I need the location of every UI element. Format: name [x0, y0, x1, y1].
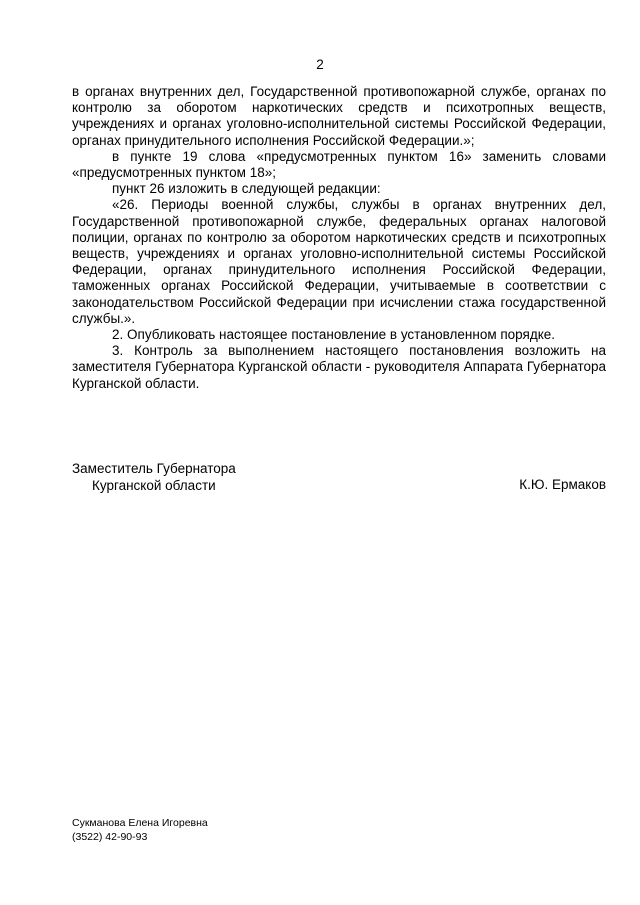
executor-name: Сукманова Елена Игоревна [72, 817, 208, 829]
paragraph-item-26-text: «26. Периоды военной службы, службы в органах внутренних дел, Государственной противопожарной службе, федеральных органах налоговой полиции, органах по контролю за оборотом наркотических средств и психотропных веществ, учреждениях и органах уголовно-исполнительной системы Российской Федерации, органах принудительного исполнения Российской Федерации, таможенных органах Российской Федерации, учитываемые в соответствии с законодательством Российской Федерации при исчислении стажа государственной службы.». [72, 197, 606, 326]
signatory-title [72, 460, 236, 494]
executor-block [72, 817, 208, 844]
signatory-title-line2: Курганской области [92, 478, 216, 493]
document-body [72, 84, 606, 392]
paragraph-control: 3. Контроль за выполнением настоящего постановления возложить на заместителя Губернатора Курганской области - руководителя Аппарата Губернатора Курганской области. [72, 343, 606, 391]
page-number: 2 [316, 57, 324, 72]
signatory-title-line1: Заместитель Губернатора [72, 461, 236, 476]
paragraph-item-19: в пункте 19 слова «предусмотренных пунктом 16» заменить словами «предусмотренных пунктом 18»; [72, 148, 606, 181]
paragraph-continuation: в органах внутренних дел, Государственной противопожарной службе, органах по контролю за оборотом наркотических средств и психотропных веществ, учреждениях и органах уголовно-исполнительной системы Российской Федерации, органах принудительного исполнения Российской Федерации.»; [72, 84, 606, 148]
executor-phone: (3522) 42-90-93 [72, 830, 148, 843]
signatory-name: К.Ю. Ермаков [519, 477, 606, 492]
paragraph-publish: 2. Опубликовать настоящее постановление в установленном порядке. [112, 327, 556, 343]
paragraph-item-26-intro: пункт 26 изложить в следующей редакции: [112, 181, 381, 197]
